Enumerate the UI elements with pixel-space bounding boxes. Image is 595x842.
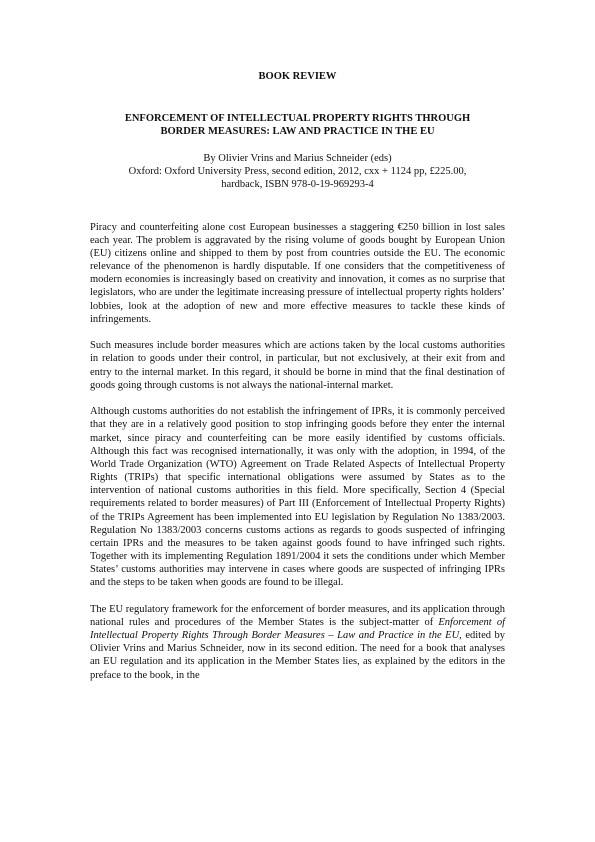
book-editors: By Olivier Vrins and Marius Schneider (eds) [203,153,392,164]
review-title [90,112,505,138]
book-title-italic: Enforcement of Intellectual Property Rights Through Border Measures – Law and Practice in the EU [90,617,505,642]
body-paragraph-4-tail: , edited by Olivier Vrins and Marius Schneider, now in its second edition. The need for a book that analyses an EU regulation and its application in the Member States lies, as explained by the editors in the preface to the book, in the [90,630,506,681]
book-citation [90,152,505,192]
section-label: BOOK REVIEW [258,71,337,82]
body-paragraph-2: Such measures include border measures which are actions taken by the local customs authorities in relation to goods under their control, in particular, but not exclusively, at their exit from and entry to the internal market. In this regard, it should be borne in mind that the final destination of goods going through customs is not always the national-internal market. [90,340,505,391]
body-paragraph-3: Although customs authorities do not establish the infringement of IPRs, it is commonly perceived that they are in a relatively good position to stop infringing goods before they enter the internal market, since piracy and counterfeiting can be more easily identified by customs officials. Although this fact was recognised internationally, it was only with the adoption, in 1994, of the World Trade Organization (WTO) Agreement on Trade Related Aspects of Intellectual Property Rights (TRIPs) that specific international obligations were assumed by States as to the intervention of national customs authorities in this field. More specifically, Section 4 (Special requirements related to border measures) of Part III (Enforcement of Intellectual Property Rights) of the TRIPs Agreement has been implemented into EU legislation by Regulation No 1383/2003. Regulation No 1383/2003 concerns customs actions as regards to goods suspected of infringing certain IPRs and the measures to be taken against goods found to have infringed such rights. Together with its implementing Regulation 1891/2004 it sets the conditions under which Member States’ customs authorities may intervene in cases where goods are suspected of infringing IPRs and the steps to be taken when goods are found to be illegal. [90,406,505,589]
body-paragraph-1: Piracy and counterfeiting alone cost European businesses a staggering €250 billion in lost sales each year. The problem is aggravated by the rising volume of goods bought by European Union (EU) citizens online and shipped to them by post from countries outside the EU. The economic relevance of the phenomenon is hardly disputable. If one considers that the competitiveness of modern economies is increasingly based on creativity and innovation, it comes as no surprise that legislators, who are under the legitimate increasing pressure of intellectual property rights holders’ lobbies, look at the adoption of new and more effective measures to tackle these kinds of infringements. [90,221,505,325]
review-title-line-1: ENFORCEMENT OF INTELLECTUAL PROPERTY RIGHTS THROUGH [124,113,471,124]
review-title-line-2: BORDER MEASURES: LAW AND PRACTICE IN THE EU [160,126,435,137]
body-paragraph-4 [90,603,505,682]
body-paragraph-4-lead: The EU regulatory framework for the enforcement of border measures, and its application through national rules and procedures of the Member States is the subject-matter of [90,603,505,628]
document-page [90,70,505,695]
book-isbn: hardback, ISBN 978-0-19-969293-4 [221,179,374,191]
book-publisher: Oxford: Oxford University Press, second edition, 2012, cxx + 1124 pp, £225.00, [128,166,467,178]
